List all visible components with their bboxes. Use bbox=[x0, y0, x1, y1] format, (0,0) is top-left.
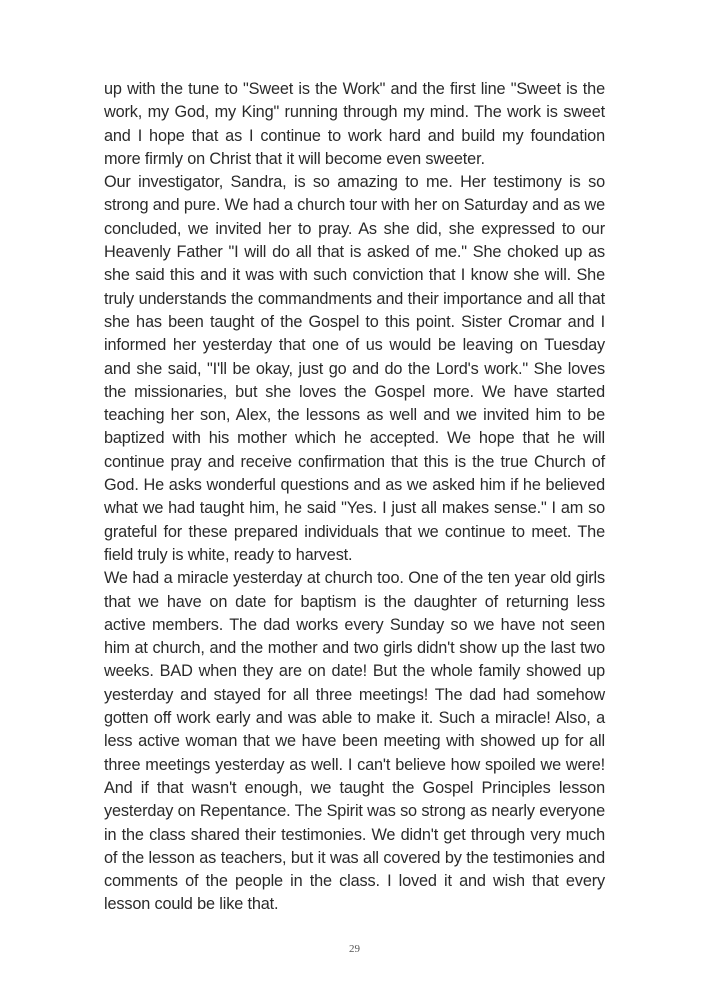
paragraph-church-miracle: We had a miracle yesterday at church too. One of the ten year old girls that we have on date for baptism is the daughter of returning less active members. The dad works every Sunday so we have not seen him at church, and the mother and two girls didn't show up the last two weeks. BAD when they are on date! But the whole family showed up yesterday and stayed for all three meetings! The dad had somehow gotten off work early and was able to make it. Such a miracle! Also, a less active woman that we have been meeting with showed up for all three meetings yesterday as well. I can't believe how spoiled we were! And if that wasn't enough, we taught the Gospel Principles lesson yesterday on Repentance. The Spirit was so strong as nearly everyone in the class shared their testimonies. We didn't get through very much of the lesson as teachers, but it was all covered by the testimonies and comments of the people in the class. I loved it and wish that every lesson could be like that. bbox=[104, 569, 605, 914]
page-number: 29 bbox=[349, 943, 360, 955]
document-body bbox=[104, 78, 605, 917]
paragraph-investigator-sandra: Our investigator, Sandra, is so amazing to me. Her testimony is so strong and pure. We had a church tour with her on Saturday and as we concluded, we invited her to pray. As she did, she expressed to our Heavenly Father "I will do all that is asked of me." She choked up as she said this and it was with such conviction that I know she will. She truly understands the commandments and their importance and all that she has been taught of the Gospel to this point. Sister Cromar and I informed her yesterday that one of us would be leaving on Tuesday and she said, "I'll be okay, just go and do the Lord's work." She loves the missionaries, but she loves the Gospel more. We have started teaching her son, Alex, the lessons as well and we invited him to be baptized with his mother which he accepted. We hope that he will continue pray and receive confirmation that this is the true Church of God. He asks wonderful questions and as we asked him if he believed what we had taught him, he said "Yes. I just all makes sense." I am so grateful for these prepared individuals that we continue to meet. The field truly is white, ready to harvest. bbox=[104, 173, 605, 564]
paragraph-sweet-is-the-work: up with the tune to "Sweet is the Work" and the first line "Sweet is the work, my God, my King" running through my mind. The work is sweet and I hope that as I continue to work hard and build my foundation more firmly on Christ that it will become even sweeter. bbox=[104, 80, 605, 168]
